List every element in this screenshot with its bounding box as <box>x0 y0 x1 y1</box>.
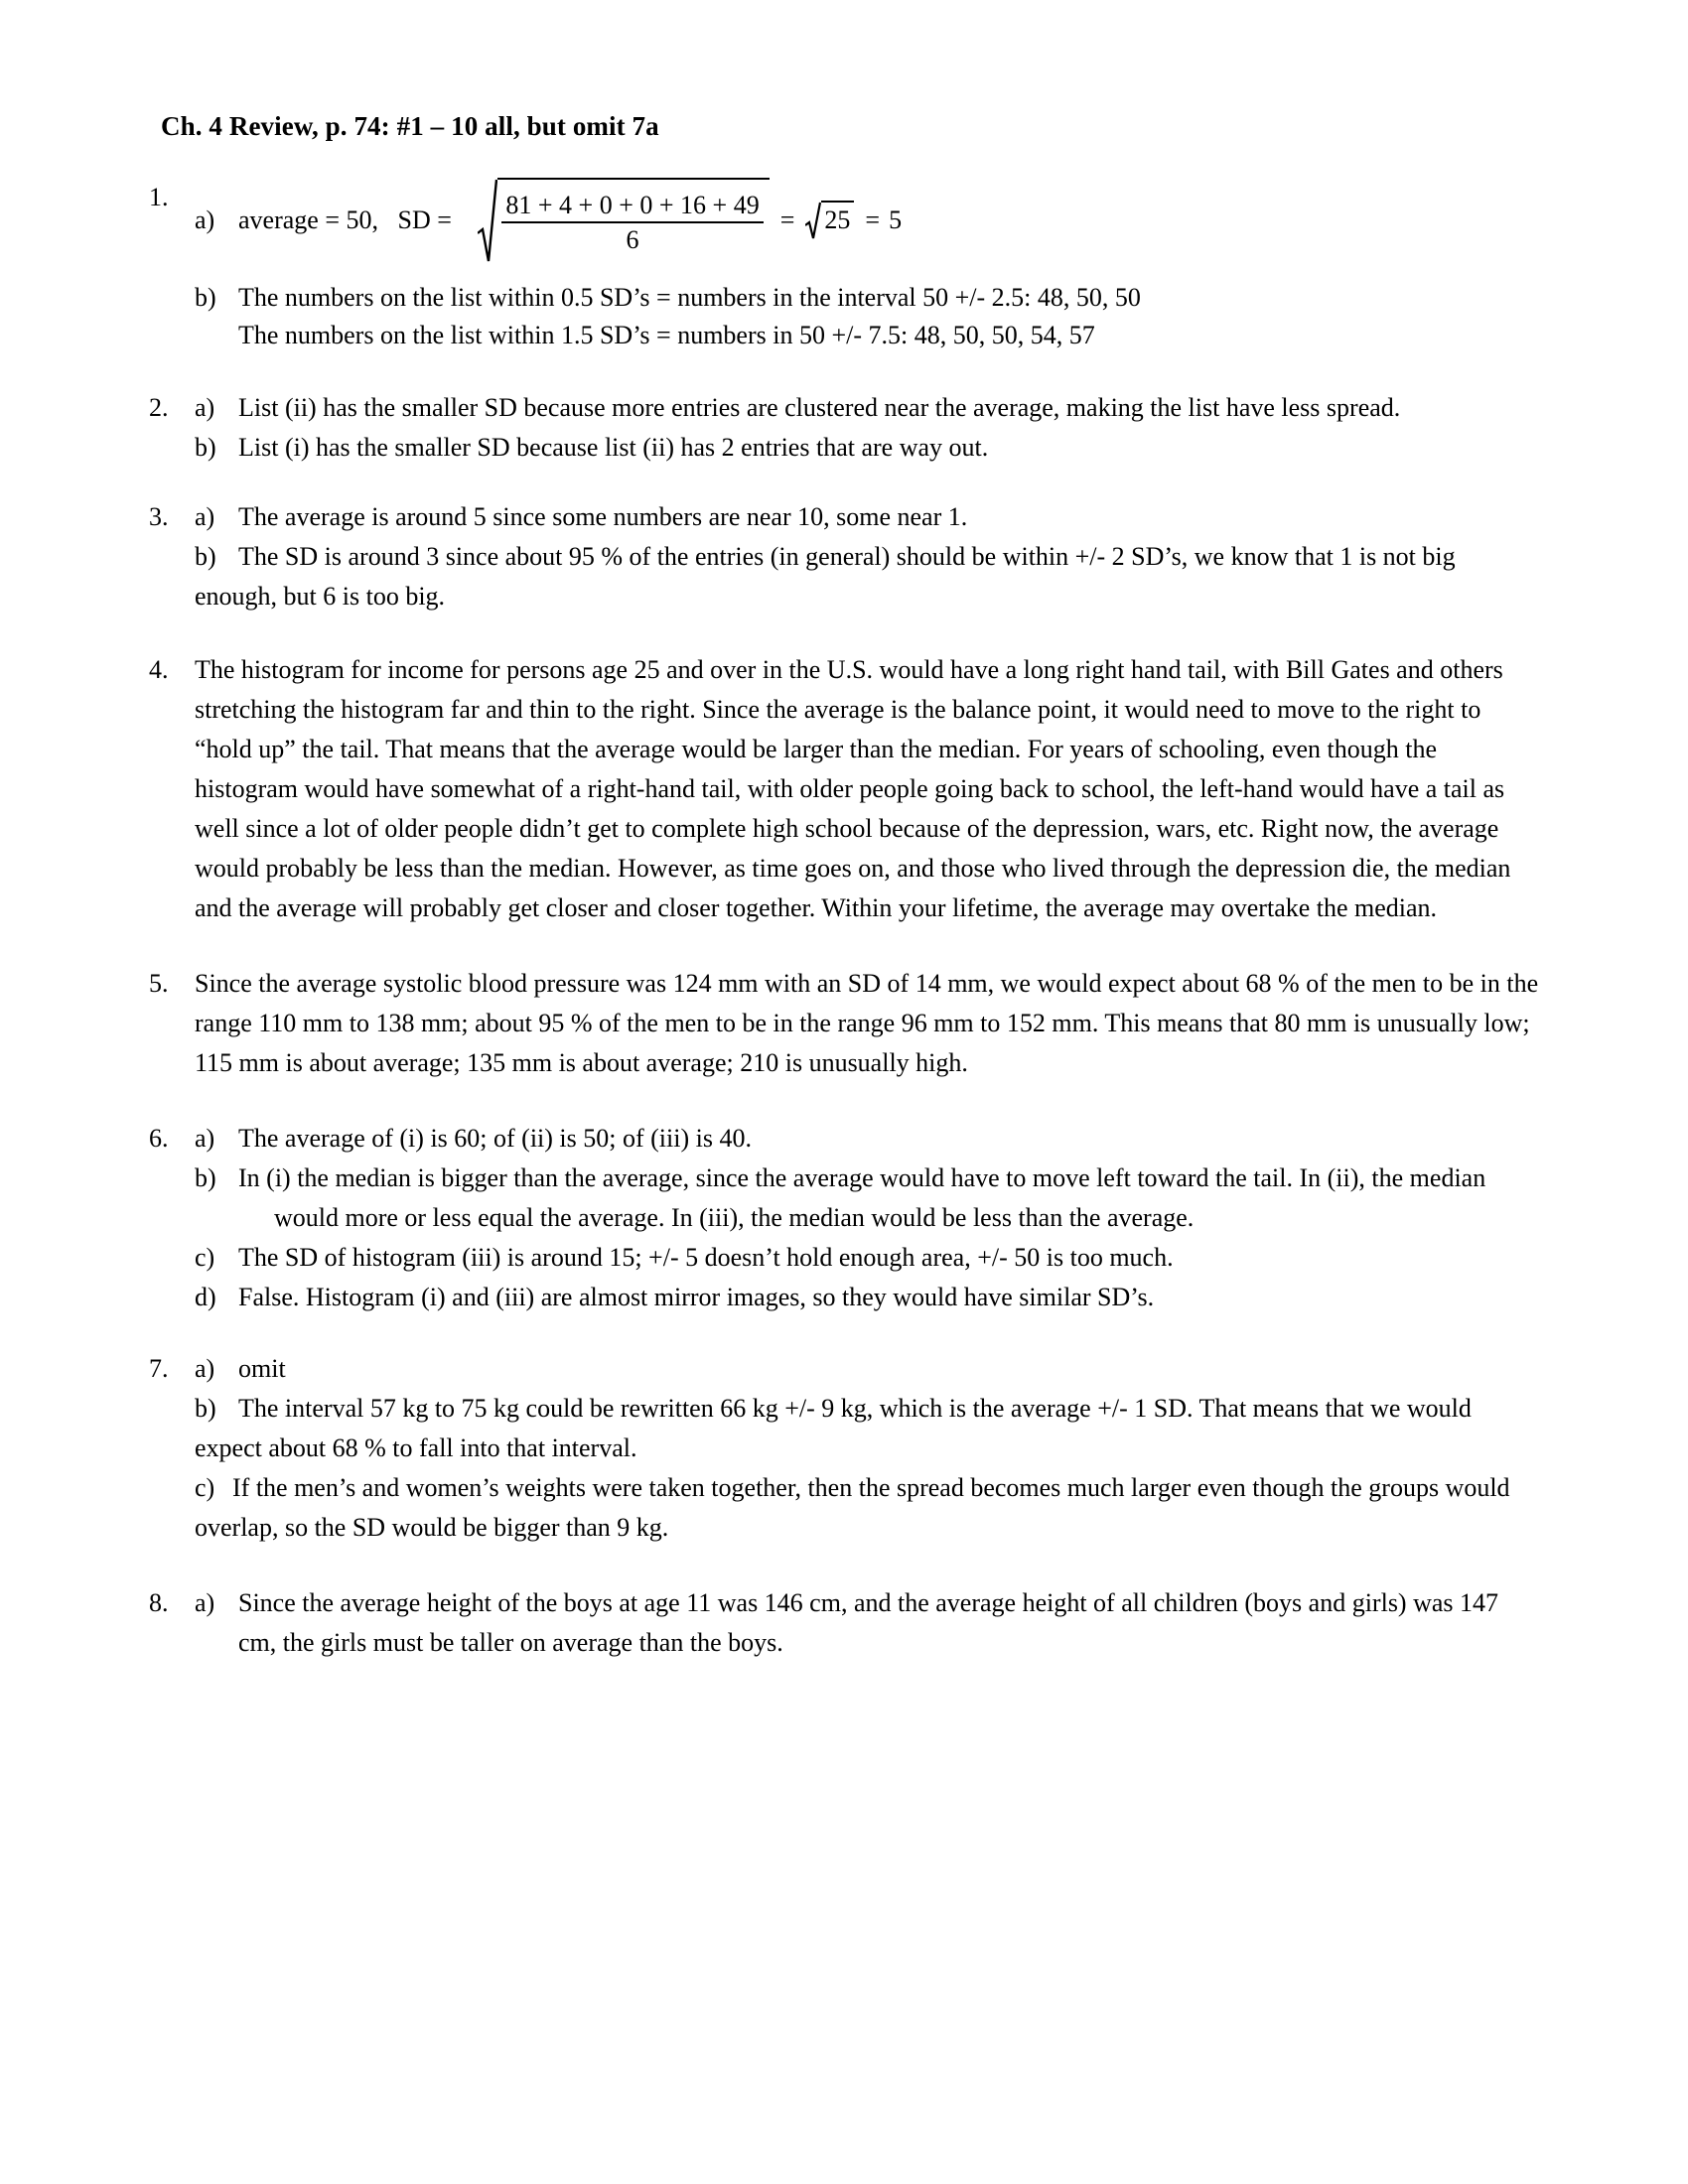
square-root-25 <box>805 201 854 240</box>
equals-sign-1: = <box>779 205 795 234</box>
sub-text: False. Histogram (i) and (iii) are almost mirror images, so they would have similar SD’s. <box>238 1283 1155 1311</box>
item-number: 4. <box>149 655 169 684</box>
item-body <box>195 650 1539 928</box>
answer-item-1 <box>149 178 1539 263</box>
item-number: 3. <box>149 502 169 531</box>
sub-part-a <box>195 388 1539 428</box>
sub-label: b) <box>195 1394 216 1423</box>
fraction-denominator: 6 <box>501 221 763 254</box>
sub-part-a <box>195 497 1539 537</box>
sub-part <box>195 279 1539 317</box>
sub-label: b) <box>195 1163 216 1192</box>
answer-item-3 <box>149 497 1539 616</box>
item-number: 6. <box>149 1124 169 1153</box>
equals-sign-2: = <box>865 205 881 234</box>
sub-text: The numbers on the list within 1.5 SD’s = numbers in 50 +/- 7.5: 48, 50, 50, 54, 57 <box>238 321 1095 349</box>
sub-label: c) <box>195 1243 215 1272</box>
radical-sign-icon <box>805 201 821 240</box>
sub-text: In (i) the median is bigger than the average, since the average would have to move left toward the tail. In (ii), the median would more or less equal the average. In (iii), the median would be less than the average. <box>238 1163 1486 1232</box>
sub-label: d) <box>195 1283 216 1311</box>
equation-lead: average = 50, SD = <box>238 205 452 234</box>
sub-text: The SD of histogram (iii) is around 15; +/- 5 doesn’t hold enough area, +/- 50 is too much. <box>238 1243 1174 1272</box>
item-body <box>195 964 1539 1083</box>
fraction-numerator: 81 + 4 + 0 + 0 + 16 + 49 <box>505 190 760 219</box>
equation-row <box>195 178 1539 263</box>
answer-item-2 <box>149 388 1539 468</box>
sub-part-a <box>195 1119 1539 1159</box>
equation-result: 5 <box>889 205 903 234</box>
sub-label: c) <box>195 1473 215 1502</box>
answer-item-7 <box>149 1349 1539 1548</box>
item-body <box>195 178 1539 263</box>
item-number: 2. <box>149 393 169 422</box>
radicand <box>497 178 769 263</box>
item-body <box>195 497 1539 616</box>
sub-text: The SD is around 3 since about 95 % of the entries (in general) should be within +/- 2 SD’s, we know that 1 is not big enough, but 6 is too big. <box>195 542 1456 611</box>
answer-item-5 <box>149 964 1539 1083</box>
sub-text: Since the average height of the boys at age 11 was 146 cm, and the average height of all children (boys and girls) was 147 cm, the girls must be taller on average than the boys. <box>238 1588 1499 1657</box>
sub-part-b <box>195 428 1539 468</box>
sub-text: List (i) has the smaller SD because list (ii) has 2 entries that are way out. <box>238 433 989 462</box>
sub-label: b) <box>195 283 216 312</box>
answer-item-6 <box>149 1119 1539 1317</box>
sub-label: a) <box>195 393 215 422</box>
sub-part-b <box>195 1159 1539 1238</box>
sub-text: List (ii) has the smaller SD because more entries are clustered near the average, making the list have less spread. <box>238 393 1401 422</box>
sub-part-a <box>195 1583 1539 1663</box>
sub-part-b <box>195 1389 1539 1468</box>
sub-part-a <box>195 1349 1539 1389</box>
page-title: Ch. 4 Review, p. 74: #1 – 10 all, but omit 7a <box>161 111 659 141</box>
sub-text: The numbers on the list within 0.5 SD’s = numbers in the interval 50 +/- 2.5: 48, 50, 50 <box>238 283 1141 312</box>
item-number: 5. <box>149 969 169 998</box>
item-body <box>195 1349 1539 1548</box>
radical-sign-icon <box>478 178 497 263</box>
answer-item-8 <box>149 1583 1539 1663</box>
item-number: 7. <box>149 1354 169 1383</box>
sub-label: a) <box>195 1354 215 1383</box>
sub-label: a) <box>195 1124 215 1153</box>
fraction <box>501 191 763 254</box>
item-body <box>195 1119 1539 1317</box>
sub-label: a) <box>195 205 215 234</box>
sub-text: The average is around 5 since some numbers are near 10, some near 1. <box>238 502 968 531</box>
radicand: 25 <box>821 201 854 240</box>
sub-part-d <box>195 1278 1539 1317</box>
sub-label: a) <box>195 502 215 531</box>
sub-label: a) <box>195 1588 215 1617</box>
item-body <box>195 1583 1539 1663</box>
sub-part-c <box>195 1238 1539 1278</box>
sub-part-b <box>195 537 1539 616</box>
sub-text: If the men’s and women’s weights were taken together, then the spread becomes much larger even though the groups would overlap, so the SD would be bigger than 9 kg. <box>195 1473 1510 1542</box>
sub-text: The average of (i) is 60; of (ii) is 50; of (iii) is 40. <box>238 1124 752 1153</box>
item-number: 8. <box>149 1588 169 1617</box>
paragraph-text: The histogram for income for persons age 25 and over in the U.S. would have a long right hand tail, with Bill Gates and others stretching the histogram far and thin to the right. Since the average is the balance point, it would need to move to the right to “hold up” the tail. That means that the average would be larger than the median. For years of schooling, even though the histogram would have somewhat of a right-hand tail, with older people going back to school, the left-hand would have a tail as well since a lot of older people didn’t get to complete high school because of the depression, wars, etc. Right now, the average would probably be less than the median. However, as time goes on, and those who lived through the depression die, the median and the average will probably get closer and closer together. Within your lifetime, the average may overtake the median. <box>195 655 1511 922</box>
square-root-fraction <box>478 178 769 263</box>
sub-text: omit <box>238 1354 286 1383</box>
sub-label: b) <box>195 433 216 462</box>
item-number: 1. <box>149 183 169 211</box>
answer-item-1-part-b <box>149 279 1539 354</box>
sub-part-continued <box>195 317 1539 354</box>
paragraph-text: Since the average systolic blood pressure was 124 mm with an SD of 14 mm, we would expect about 68 % of the men to be in the range 110 mm to 138 mm; about 95 % of the men to be in the range 96 mm to 152 mm. This means that 80 mm is unusually low; 115 mm is about average; 135 mm is about average; 210 is unusually high. <box>195 969 1539 1077</box>
sub-label: b) <box>195 542 216 571</box>
sub-part-c <box>195 1468 1539 1548</box>
item-body <box>195 388 1539 468</box>
answer-item-4 <box>149 650 1539 928</box>
sub-text: The interval 57 kg to 75 kg could be rewritten 66 kg +/- 9 kg, which is the average +/- 1 SD. That means that we would expect about 68 % to fall into that interval. <box>195 1394 1472 1462</box>
